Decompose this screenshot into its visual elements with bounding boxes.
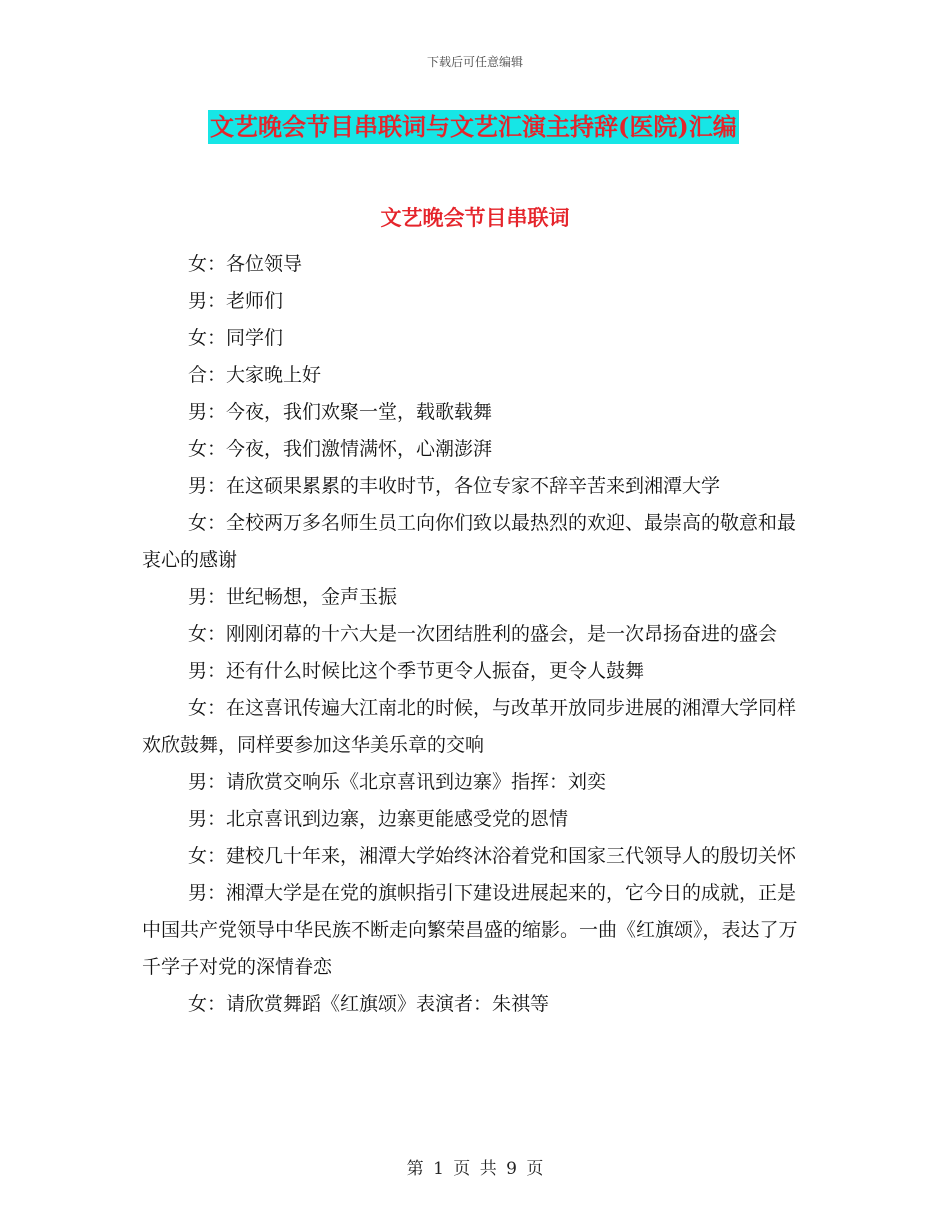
paragraph: 女：在这喜讯传遍大江南北的时候，与改革开放同步进展的湘潭大学同样欢欣鼓舞，同样要参加这华美乐章的交响 (142, 697, 797, 756)
paragraph: 女：请欣赏舞蹈《红旗颂》表演者：朱祺等 (188, 993, 550, 1015)
paragraph: 男：还有什么时候比这个季节更令人振奋，更令人鼓舞 (188, 660, 645, 682)
page-footer: 第 1 页 共 9 页 (406, 1159, 544, 1179)
body-text (142, 246, 802, 1023)
paragraph: 男：湘潭大学是在党的旗帜指引下建设进展起来的，它今日的成就，正是中国共产党领导中华民族不断走向繁荣昌盛的缩影。一曲《红旗颂》，表达了万千学子对党的深情眷恋 (142, 882, 798, 978)
paragraph: 合：大家晚上好 (188, 364, 322, 386)
paragraph: 女：今夜，我们激情满怀，心潮澎湃 (188, 438, 493, 460)
paragraph: 男：今夜，我们欢聚一堂，载歌载舞 (188, 401, 493, 423)
paragraph: 女：建校几十年来，湘潭大学始终沐浴着党和国家三代领导人的殷切关怀 (188, 845, 797, 867)
paragraph: 男：在这硕果累累的丰收时节，各位专家不辞辛苦来到湘潭大学 (188, 475, 721, 497)
paragraph: 女：刚刚闭幕的十六大是一次团结胜利的盛会，是一次昂扬奋进的盛会 (188, 623, 778, 645)
document-title: 文艺晚会节目串联词与文艺汇演主持辞(医院)汇编 (208, 110, 739, 144)
paragraph: 男：北京喜讯到边寨，边寨更能感受党的恩情 (188, 808, 569, 830)
paragraph: 女：全校两万多名师生员工向你们致以最热烈的欢迎、最崇高的敬意和最衷心的感谢 (142, 512, 797, 571)
section-title: 文艺晚会节目串联词 (380, 205, 570, 230)
paragraph: 男：世纪畅想，金声玉振 (188, 586, 398, 608)
paragraph: 男：老师们 (188, 290, 284, 312)
paragraph: 男：请欣赏交响乐《北京喜讯到边寨》指挥：刘奕 (188, 771, 607, 793)
header-note: 下载后可任意编辑 (426, 55, 523, 69)
paragraph: 女：同学们 (188, 327, 284, 349)
paragraph: 女：各位领导 (188, 253, 303, 275)
